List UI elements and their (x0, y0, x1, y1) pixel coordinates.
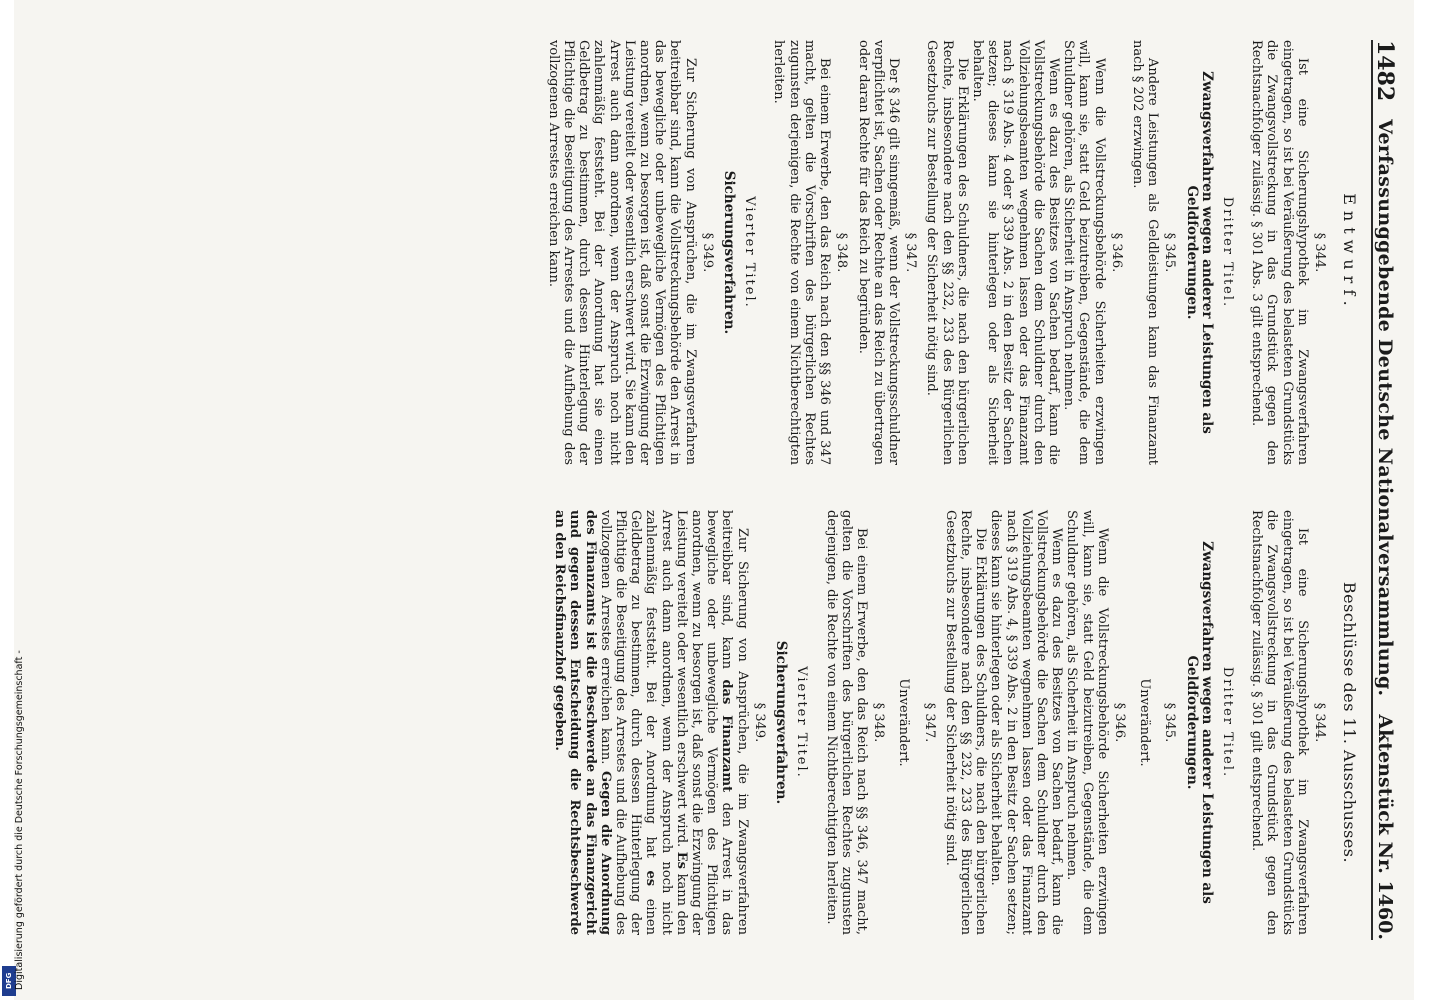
section-text (552, 510, 750, 935)
section-paragraph: Wenn die Vollstreckungsbehörde Sicherheiten erzwingen will, kann sie, statt Geld beizutreiben, Gegenstände, die dem Schuldner gehören, als Sicherheit in Anspruch nehmen. (1061, 40, 1107, 465)
document-reference: Aktenstück Nr. 1460. (1374, 714, 1397, 940)
section-paragraph: Die Erklärungen des Schuldners, die nach den bürgerlichen Rechte, insbesondere nach den §§ 232, 233 des Bürgerlichen Gesetzbuchs zur Bestellung der Sicherheit nötig sind. (924, 40, 970, 465)
text-run: kann den Arrest auch dann anordnen, wenn der Anspruch noch nicht zahlenmäßig feststeht. Bei der Anordnung hat (643, 510, 689, 935)
section-number: § 345. (1162, 232, 1178, 273)
section-text: Bei einem Erwerbe, den das Reich nach §§ 346, 347 macht, gelten die Vorschriften des bürgerlichen Rechtes zugunsten derjenigen, die Rechte von einem Nichtberechtigten herleiten. (823, 510, 869, 935)
section-text: Andere Leistungen als Geldleistungen kann das Finanzamt nach § 202 erzwingen. (1129, 40, 1161, 465)
section-text: Zur Sicherung von Ansprüchen, die im Zwangsverfahren beitreibbar sind, kann die Vollstreckungsbehörde den Arrest in das bewegliche oder unbewegliche Vermögen des Pflichtigen anordnen, wenn zu besorgen ist, daß sonst die Erzwingung der Leistung vereitelt oder wesentlich erschwert wird. Sie kann den Arrest auch dann anordnen, wenn der Anspruch noch nicht zahlenmäßig feststeht. Bei der Anordnung hat sie einen Geldbetrag zu bestimmen, durch dessen Hinterlegung der Pflichtige die Beseitigung des Arrestes und die Aufhebung des vollzogenen Arrestes erreichen kann. (545, 40, 698, 465)
section-number: § 347. (921, 702, 937, 743)
emphasized-text: Es (673, 851, 689, 869)
title-heading: Dritter Titel. (1219, 196, 1235, 309)
column-heading-draft: Entwurf. (1340, 193, 1359, 312)
section-text: Ist eine Sicherungshypothek im Zwangsverfahren eingetragen, so ist bei Veräußerung des belasteten Grundstücks die Zwangsvollstreckung in das Grundstück gegen den Rechtsnachfolger zulässig. § 301 gilt entsprechend. (1249, 510, 1310, 935)
section-paragraph: Wenn die Vollstreckungsbehörde Sicherheiten erzwingen will, kann sie, statt Geld beizutreiben, Gegenstände, die dem Schuldner gehören, als Sicherheit in Anspruch nehmen. (1064, 510, 1110, 935)
text-run: Zur Sicherung von Ansprüchen, die im Zwangsverfahren beitreibbar sind, kann (719, 510, 750, 935)
title-heading: Vierter Titel. (794, 666, 810, 779)
section-paragraph: Wenn es dazu des Besitzes von Sachen bedarf, kann die Vollstreckungsbehörde die Sachen dem Schuldner durch den Vollziehungsbeamten wegnehmen lassen oder das Finanzamt nach § 319 Abs. 4, § 339 Abs. 2 in den Besitz der Sachen setzen; dieses kann sie hinterlegen oder als Sicherheit behalten. (988, 510, 1065, 935)
text-run: einen Geldbetrag zu bestimmen, durch dessen Hinterlegung der Pflichtige die Beseitigung des Arrestes und die Aufhebung des vollzogenen Arrestes erreichen kann. (597, 510, 659, 935)
section-number: § 344. (1312, 702, 1327, 743)
emphasized-text: Gegen die Anordnung des Finanzamts ist die Beschwerde an das Finanzgericht und gegen dessen Entscheidung die Rechtsbeschwerde an den Reichsfinanzhof gegeben. (552, 510, 613, 935)
digitization-credit: Digitalisierung gefördert durch die Deutsche Forschungsgemeinschaft - (14, 650, 25, 990)
page-content-rotated (176, 40, 1411, 940)
section-paragraph: Wenn es dazu des Besitzes von Sachen bedarf, kann die Vollstreckungsbehörde die Sachen dem Schuldner durch den Vollziehungsbeamten wegnehmen lassen oder das Finanzamt nach § 319 Abs. 4 oder § 339 Abs. 2 in den Besitz der Sachen setzen; dieses kann sie hinterlegen oder als Sicherheit behalten. (969, 40, 1061, 465)
subtitle-heading: Zwangsverfahren wegen anderer Leistungen als Geldforderungen. (1183, 541, 1215, 904)
section-number: § 348. (871, 702, 887, 743)
scanned-page (14, 0, 1414, 1000)
emphasized-text: das Finanzamt (719, 679, 735, 793)
section-number: § 346. (1111, 702, 1127, 743)
title-heading: Vierter Titel. (742, 196, 758, 309)
section-text: Bei einem Erwerbe, den das Reich nach den §§ 346 und 347 macht, gelten die Vorschriften des bürgerlichen Rechtes zugunsten derjenigen, die Rechte von einem Nichtberechtigten herleiten. (771, 40, 833, 465)
subtitle-heading: Zwangsverfahren wegen anderer Leistungen als Geldforderungen. (1183, 71, 1215, 434)
draft-column (176, 40, 1365, 465)
section-number: § 345. (1162, 702, 1178, 743)
section-paragraph: Die Erklärungen des Schuldners, die nach den bürgerlichen Rechte, insbesondere nach den §§ 232, 233 des Bürgerlichen Gesetzbuchs zur Bestellung der Sicherheit nötig sind. (942, 510, 989, 935)
page-number: 1482 (1372, 40, 1399, 102)
section-number: § 348. (834, 232, 850, 273)
section-number: § 349. (699, 232, 715, 273)
emphasized-text: es (643, 870, 659, 887)
committee-column (176, 510, 1365, 935)
text-run: den Arrest in das bewegliche oder unbewegliche Vermögen des Pflichtigen anordnen, wenn zu besorgen ist, daß sonst die Erzwingung der Leistung vereitelt oder wesentlich erschwert wird. (673, 510, 735, 936)
footer (0, 0, 24, 1000)
section-number: § 346. (1108, 232, 1124, 273)
section-text: Ist eine Sicherungshypothek im Zwangsverfahren eingetragen, so ist bei Veräußerung des belasteten Grundstücks die Zwangsvollstreckung in das Grundstück gegen den Rechtsnachfolger zulässig. § 301 Abs. 3 gilt entsprechend. (1249, 40, 1310, 465)
subtitle-heading: Sicherungsverfahren. (773, 640, 790, 805)
unchanged-note: Unverändert. (896, 678, 912, 767)
title-heading: Dritter Titel. (1219, 666, 1235, 779)
unchanged-note: Unverändert. (1137, 678, 1153, 767)
running-title: Verfassunggebende Deutsche Nationalversammlung. (1374, 119, 1397, 697)
section-number: § 347. (903, 232, 919, 273)
column-heading-committee: Beschlüsse des 11. Ausschusses. (1340, 581, 1359, 864)
section-text: Der § 346 gilt sinngemäß, wenn der Vollstreckungsschuldner verpflichtet ist, Sachen oder Rechte an das Reich zu übertragen oder daran Rechte für das Reich zu begründen. (855, 40, 901, 465)
subtitle-heading: Sicherungsverfahren. (721, 170, 738, 335)
section-number: § 344. (1312, 232, 1327, 273)
section-number: § 349. (751, 702, 767, 743)
dfg-logo: DFG (2, 966, 16, 996)
running-header (1371, 40, 1411, 940)
